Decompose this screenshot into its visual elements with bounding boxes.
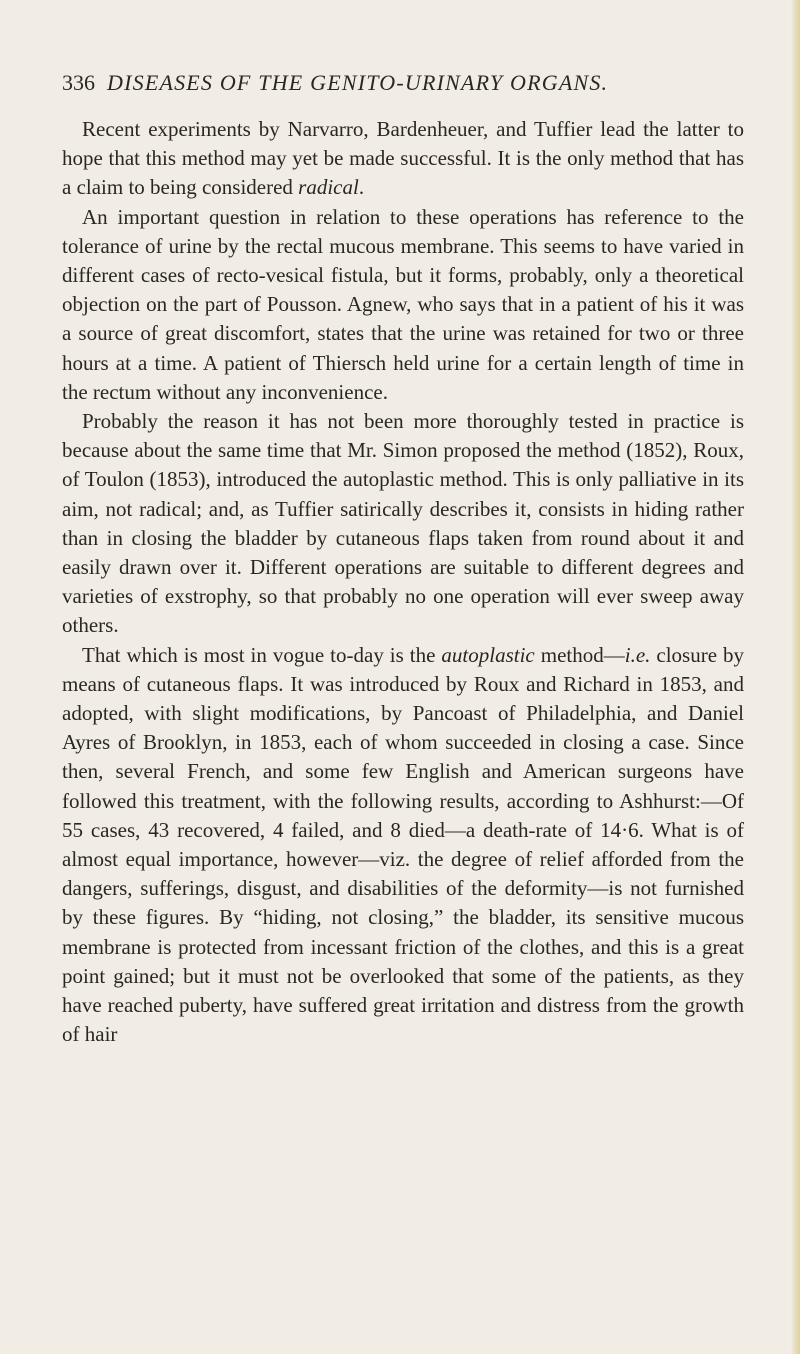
- body-text: [62, 115, 744, 1050]
- header-title: DISEASES OF THE GENITO-URINARY ORGANS.: [107, 70, 609, 95]
- paragraph: An important question in relation to these operations has reference to the tolerance of urine by the rectal mucous membrane. This seems to have varied in different cases of recto-vesical fistula, but it forms, probably, only a theoretical objection on the part of Pousson. Agnew, who says that in a patient of his it was a source of great discomfort, states that the urine was retained for two or three hours at a time. A patient of Thiersch held urine for a certain length of time in the rectum without any inconvenience.: [62, 204, 744, 404]
- paragraph: [62, 115, 744, 203]
- paragraph-text: closure by means of cutaneous flaps. It was introduced by Roux and Richard in 1853, and adopted, with slight modifications, by Pancoast of Philadelphia, and Daniel Ayres of Brooklyn, in 1853, each of whom succeeded in closing a case. Since then, several French, and some few English and American surgeons have followed this treatment, with the following results, according to Ashhurst:—Of 55 cases, 43 recovered, 4 failed, and 8 died—a death-rate of 14·6. What is of almost equal importance, however—viz. the degree of relief afforded from the dangers, sufferings, disgust, and disabilities of the deformity—is not furnished by these figures. By “hiding, not closing,” the bladder, its sensitive mucous membrane is protected from incessant friction of the clothes, and this is a great point gained; but it must not be overlooked that some of the patients, as they have reached puberty, have suffered great irritation and distress from the growth of hair: [62, 642, 744, 1047]
- paragraph-text: Recent experiments by Narvarro, Bardenheuer, and Tuffier lead the latter to hope that this method may yet be made successful. It is the only method that has a claim to being considered: [62, 117, 744, 200]
- page-edge: [791, 0, 800, 1354]
- italic-term: radical: [298, 175, 359, 200]
- paragraph-text: method—: [534, 642, 625, 667]
- italic-term: i.e.: [624, 642, 651, 667]
- paragraph: Probably the reason it has not been more thoroughly tested in practice is because about the same time that Mr. Simon proposed the method (1852), Roux, of Toulon (1853), introduced the autoplastic method. This is only palliative in its aim, not radical; and, as Tuffier satirically describes it, consists in hiding rather than in closing the bladder by cutaneous flaps taken from round about it and easily drawn over it. Different operations are suitable to different degrees and varieties of exstrophy, so that probably no one operation will ever sweep away others.: [62, 409, 744, 638]
- paragraph: [62, 641, 744, 1050]
- italic-term: autoplastic: [441, 642, 535, 667]
- paragraph-text: That which is most in vogue to-day is the: [82, 642, 442, 667]
- page-number: 336: [62, 70, 95, 95]
- running-header: [62, 68, 742, 98]
- paragraph-text: .: [358, 175, 365, 200]
